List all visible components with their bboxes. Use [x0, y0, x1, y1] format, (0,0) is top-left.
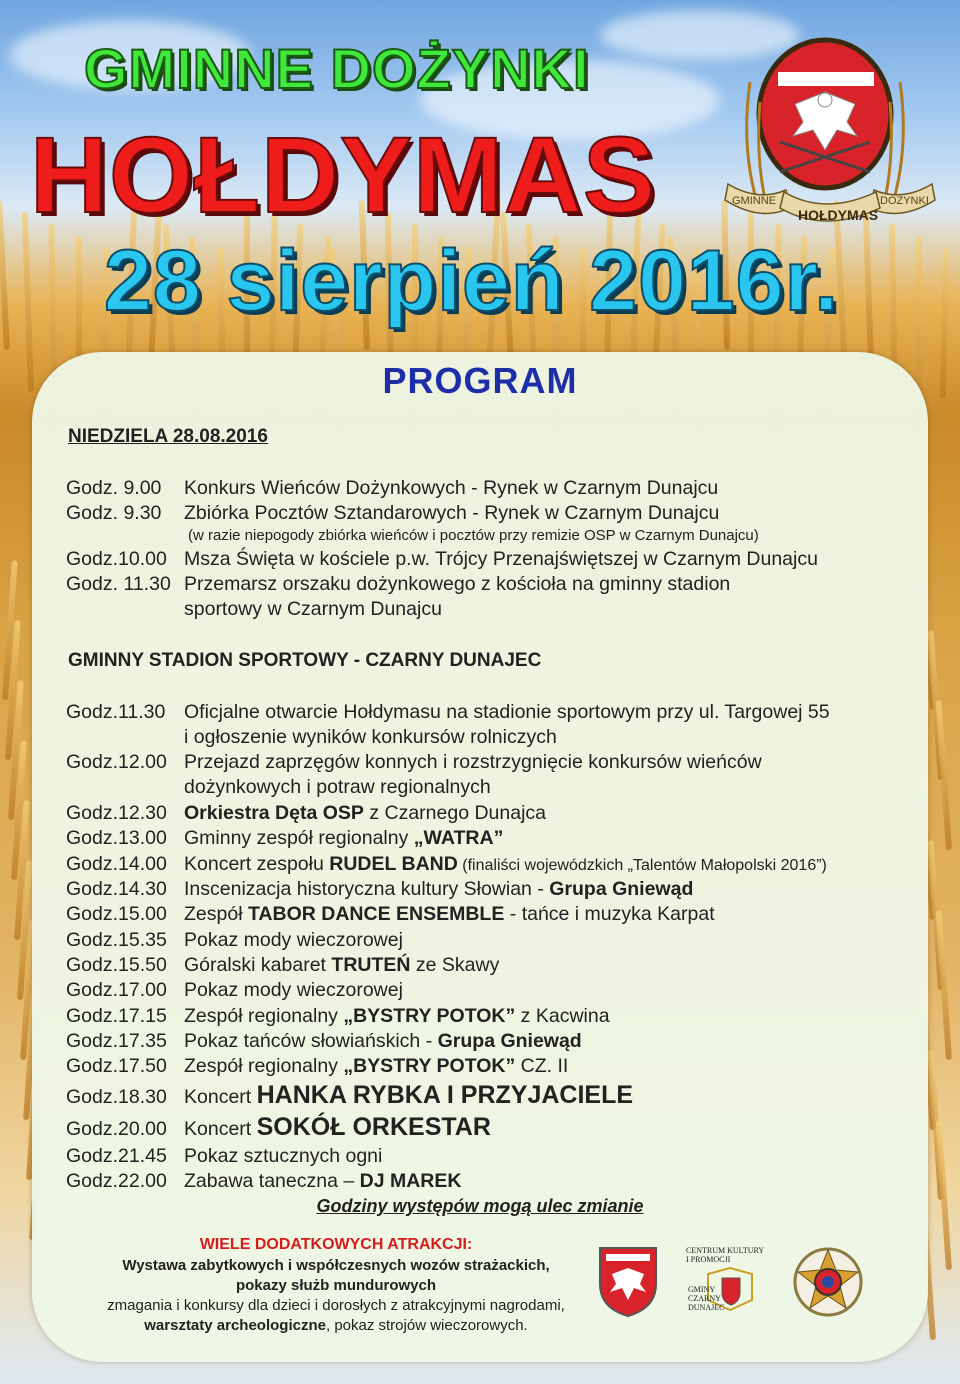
performer-name: „WATRA” [413, 827, 504, 849]
schedule-text: Przemarsz orszaku dożynkowego z kościoła na gminny stadion [184, 573, 731, 595]
schedule-text: CZ. II [515, 1055, 569, 1077]
performer-name: RUDEL BAND [329, 853, 458, 875]
schedule-time: Godz.10.00 [66, 548, 167, 570]
schedule-row [66, 978, 403, 1002]
schedule-time: Godz.17.00 [66, 979, 167, 1001]
extras-heading: WIELE DODATKOWYCH ATRAKCJI: [199, 1236, 473, 1253]
schedule-text: Zabawa taneczna – [184, 1170, 360, 1192]
schedule-row [66, 801, 546, 825]
schedule-row [66, 476, 718, 500]
schedule-row [66, 826, 503, 850]
schedule-time: Godz.13.00 [66, 827, 167, 849]
extras-text: , pokaz strojów wieczorowych. [325, 1317, 528, 1334]
schedule-row [66, 547, 818, 571]
schedule-text: Koncert [184, 1118, 257, 1140]
schedule-text: Zbiórka Pocztów Sztandarowych - Rynek w Czarnym Dunajcu [184, 502, 720, 524]
schedule-text: Przejazd zaprzęgów konnych i rozstrzygnięcie konkursów wieńców [184, 751, 762, 773]
title-holdymas: HOŁDYMAS [30, 114, 656, 235]
holdymas-emblem-logo [720, 22, 940, 242]
schedule-text: Konkurs Wieńców Dożynkowych - Rynek w Czarnym Dunajcu [184, 477, 719, 499]
schedule-text: Góralski kabaret [184, 954, 332, 976]
schedule-text-continued: i ogłoszenie wyników konkursów rolniczych [184, 726, 557, 748]
schedule-time: Godz.20.00 [66, 1118, 167, 1140]
performer-name: „BYSTRY POTOK” [343, 1055, 516, 1077]
extras-line: Wystawa zabytkowych i współczesnych wozów strażackich, [122, 1257, 550, 1274]
performer-name: Grupa Gniewąd [549, 878, 694, 900]
program-panel [32, 352, 928, 1362]
performer-name: Orkiestra Dęta OSP [184, 802, 364, 824]
schedule-row [66, 1029, 582, 1053]
program-heading: PROGRAM [382, 360, 578, 401]
schedule-time: Godz.11.30 [66, 701, 166, 723]
schedule-text: Pokaz tańców słowiańskich - [184, 1030, 438, 1052]
headliner-name: SOKÓŁ ORKESTAR [256, 1113, 491, 1141]
schedule-time: Godz.21.45 [66, 1145, 167, 1167]
performer-name: TABOR DANCE ENSEMBLE [247, 903, 505, 925]
schedule-time: Godz.17.35 [66, 1030, 167, 1052]
performer-name: „BYSTRY POTOK” [343, 1005, 516, 1027]
schedule-text: Zespół regionalny [184, 1055, 344, 1077]
schedule-text: Pokaz sztucznych ogni [184, 1145, 383, 1167]
headliner-name: HANKA RYBKA I PRZYJACIELE [256, 1081, 634, 1109]
performer-name: TRUTEŃ [331, 954, 411, 976]
culture-center-logo [682, 1244, 772, 1324]
schedule-text: Zespół [184, 903, 248, 925]
schedule-change-note: Godziny występów mogą ulec zmianie [316, 1196, 644, 1216]
schedule-time: Godz. 9.00 [66, 477, 162, 499]
schedule-text: ze Skawy [410, 954, 500, 976]
schedule-time: Godz. 11.30 [66, 573, 171, 595]
culture-center-name-line5: DUNAJEC [688, 1303, 725, 1312]
schedule-time: Godz.14.30 [66, 878, 167, 900]
schedule-text: Gminny zespół regionalny [184, 827, 414, 849]
schedule-time: Godz.17.15 [66, 1005, 167, 1027]
schedule-row [66, 1115, 491, 1141]
schedule-text: z Czarnego Dunajca [363, 802, 547, 824]
schedule-time: Godz.15.50 [66, 954, 167, 976]
schedule-row [66, 1004, 610, 1028]
schedule-time: Godz.12.00 [66, 751, 167, 773]
schedule-text: z Kacwina [515, 1005, 610, 1027]
schedule-time: Godz.14.00 [66, 853, 167, 875]
day-heading: NIEDZIELA 28.08.2016 [68, 426, 268, 447]
schedule-text: - tańce i muzyka Karpat [504, 903, 715, 925]
emblem-ribbon-left: GMINNE [732, 195, 776, 207]
schedule-text: Pokaz mody wieczorowej [184, 929, 403, 951]
title-gminne-dozynki: GMINNE DOŻYNKI [84, 37, 590, 100]
emblem-ribbon-center: HOŁDYMAS [798, 207, 879, 223]
culture-center-name-line4: CZARNY [688, 1294, 721, 1303]
performer-name: Grupa Gniewąd [437, 1030, 582, 1052]
fire-brigade-badge-logo [792, 1242, 864, 1322]
wheat-stalk [0, 200, 10, 350]
schedule-row [66, 700, 830, 724]
schedule-time: Godz.12.30 [66, 802, 167, 824]
stadium-heading: GMINNY STADION SPORTOWY - CZARNY DUNAJEC [68, 650, 542, 671]
schedule-text: Koncert [184, 1086, 257, 1108]
gmina-coat-of-arms-logo [596, 1244, 660, 1318]
schedule-row [66, 953, 499, 977]
schedule-row [66, 877, 693, 901]
schedule-row [66, 1169, 461, 1193]
schedule-row [66, 852, 827, 878]
schedule-time: Godz.15.00 [66, 903, 167, 925]
schedule-time: Godz.22.00 [66, 1170, 167, 1192]
event-date: 28 sierpień 2016r. [104, 233, 840, 329]
schedule-row [66, 902, 715, 926]
schedule-row [66, 750, 762, 774]
schedule-row [66, 572, 730, 596]
extras-line: zmagania i konkursy dla dzieci i dorosłych z atrakcyjnymi nagrodami, [107, 1297, 565, 1314]
schedule-text: Zespół regionalny [184, 1005, 344, 1027]
extras-line: pokazy służb mundurowych [235, 1277, 437, 1294]
schedule-row [66, 1083, 633, 1109]
schedule-row [66, 501, 719, 525]
culture-center-name-line1: CENTRUM KULTURY [686, 1246, 765, 1255]
performer-name: DJ MAREK [359, 1170, 462, 1192]
schedule-time: Godz.15.35 [66, 929, 167, 951]
schedule-note: (finaliści wojewódzkich „Talentów Małopolski 2016”) [457, 857, 827, 874]
schedule-text: Pokaz mody wieczorowej [184, 979, 403, 1001]
extras-bold-text: warsztaty archeologiczne [144, 1317, 326, 1334]
schedule-time: Godz.18.30 [66, 1086, 167, 1108]
extra-attractions [76, 1236, 596, 1336]
schedule-row [66, 1144, 382, 1168]
schedule-text-continued: sportowy w Czarnym Dunajcu [184, 598, 442, 620]
schedule-text: Msza Święta w kościele p.w. Trójcy Przenajświętszej w Czarnym Dunajcu [184, 548, 818, 570]
schedule-time: Godz.17.50 [66, 1055, 167, 1077]
schedule-time: Godz. 9.30 [66, 502, 162, 524]
emblem-ribbon-right: DOŻYNKI [880, 195, 929, 207]
extras-line [76, 1316, 596, 1336]
schedule-text: Oficjalne otwarcie Hołdymasu na stadionie sportowym przy ul. Targowej 55 [184, 701, 830, 723]
schedule-row [66, 1054, 568, 1078]
schedule-text-continued: dożynkowych i potraw regionalnych [184, 776, 491, 798]
culture-center-name-line3: GMINY [688, 1285, 716, 1294]
schedule-row [66, 928, 403, 952]
schedule-text: Koncert zespołu [184, 853, 330, 875]
weather-note: (w razie niepogody zbiórka wieńców i pocztów przy remizie OSP w Czarnym Dunajcu) [188, 527, 759, 544]
schedule-text: Inscenizacja historyczna kultury Słowian - [184, 878, 550, 900]
culture-center-name-line2: I PROMOCJI [686, 1255, 731, 1264]
wheat-stalk [940, 248, 949, 398]
